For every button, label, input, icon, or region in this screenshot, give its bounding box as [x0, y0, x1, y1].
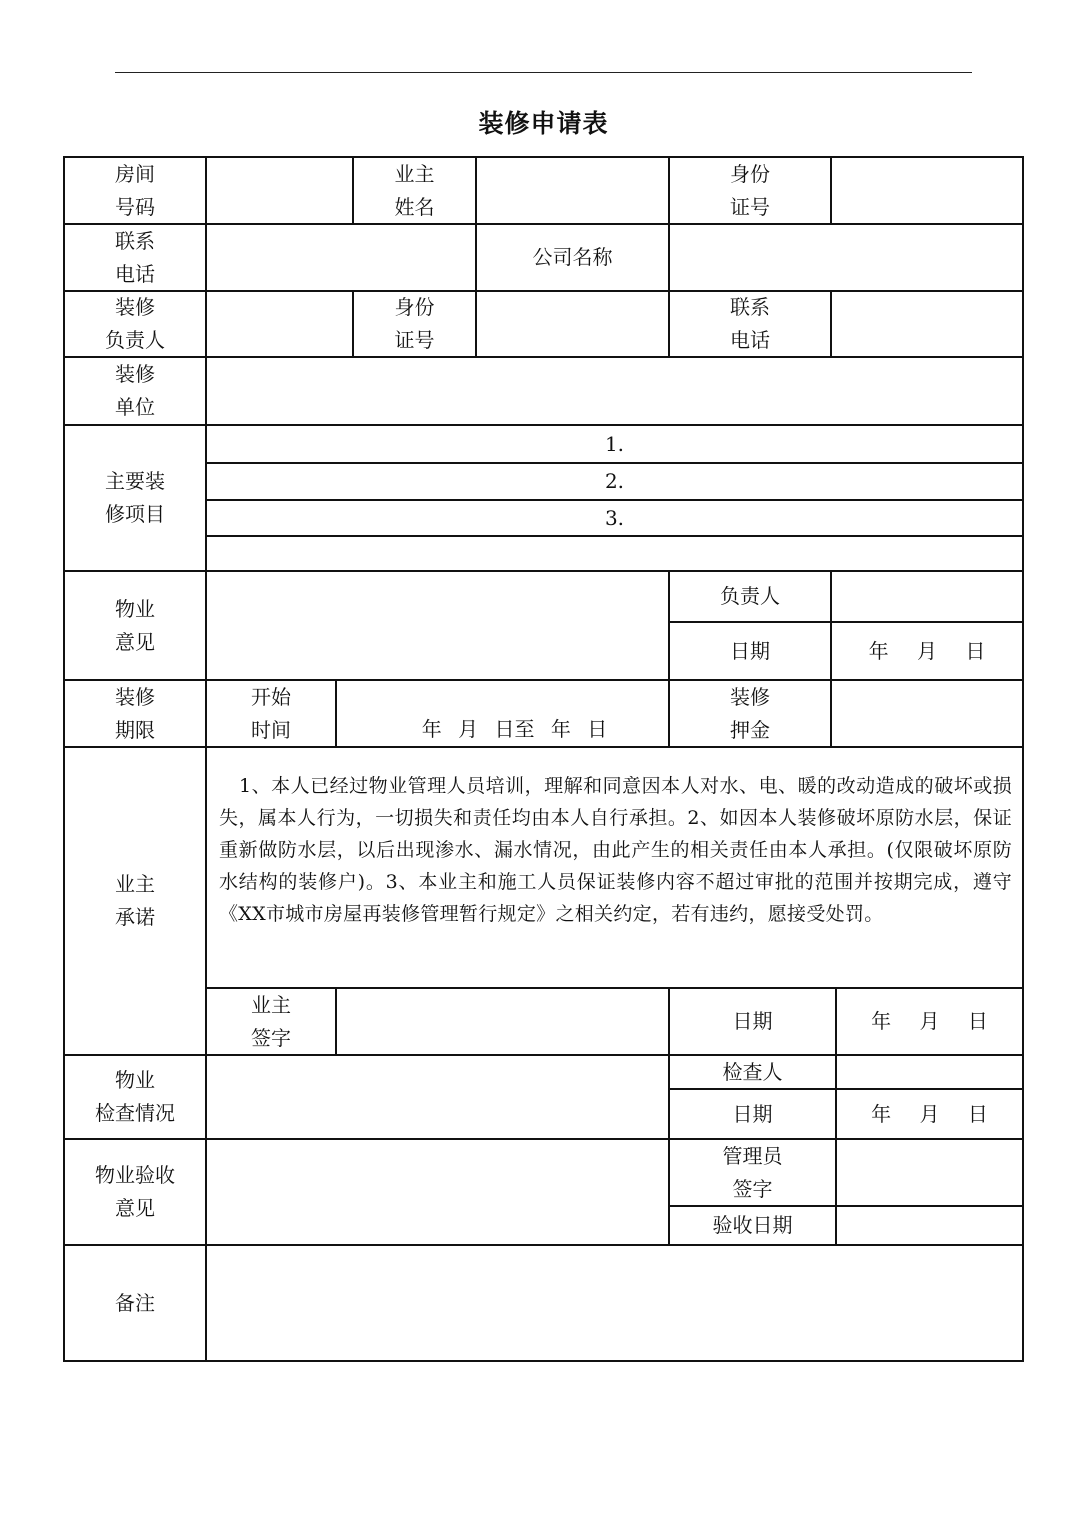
- start-time-label: 开始 时间: [251, 684, 291, 742]
- opinion-date-field[interactable]: 年 月 日: [868, 638, 986, 663]
- page-title: 装修申请表: [478, 109, 609, 138]
- reno-manager-field[interactable]: [207, 292, 352, 356]
- manager-phone-field[interactable]: [832, 292, 1022, 356]
- deposit-label: 装修 押金: [730, 684, 770, 742]
- property-check-label: 物业 检查情况: [95, 1068, 175, 1125]
- promise-text: 1、本人已经过物业管理人员培训，理解和同意因本人对水、电、暖的改动造成的破坏或损失，属本人行为，一切损失和责任均由本人自行承担。2、如因本人装修破坏原防水层，保证重新做防水层，以后出现渗水、漏水情况，由此产生的相关责任由本人承担。(仅限破坏原防水结构的装修户)。3、本业主和施工人员保证装修内容不超过审批的范围并按期完成，遵守《XX市城市房屋再装修管理暂行规定》之相关约定，若有违约，愿接受处罚。: [219, 775, 1012, 925]
- contact-phone-field[interactable]: [207, 225, 475, 290]
- company-name-field[interactable]: [670, 225, 1022, 290]
- reno-unit-label: 装修 单位: [115, 362, 155, 419]
- reno-period-label: 装修 期限: [115, 684, 155, 742]
- owner-name-field[interactable]: [477, 158, 668, 223]
- inspector-field[interactable]: [837, 1056, 1022, 1088]
- check-date-field[interactable]: 年 月 日: [871, 1101, 988, 1126]
- owner-id-label: 身份 证号: [730, 161, 770, 219]
- manager-phone-label: 联系 电话: [730, 295, 770, 352]
- acceptance-opinion-label: 物业验收 意见: [95, 1163, 175, 1220]
- acceptance-date-label: 验收日期: [712, 1213, 793, 1237]
- reno-unit-field[interactable]: [207, 358, 1022, 424]
- inspector-label: 检查人: [722, 1059, 783, 1084]
- owner-sign-label: 业主 签字: [251, 992, 291, 1050]
- property-opinion-label: 物业 意见: [115, 596, 155, 654]
- owner-sign-field[interactable]: [337, 989, 668, 1054]
- item-4[interactable]: [207, 537, 1022, 570]
- opinion-date-label: 日期: [730, 638, 770, 663]
- admin-sign-field[interactable]: [837, 1140, 1022, 1205]
- manager-id-label: 身份 证号: [394, 295, 435, 352]
- admin-sign-label: 管理员 签字: [722, 1143, 783, 1201]
- item-3[interactable]: 3.: [604, 505, 625, 530]
- manager-id-field[interactable]: [477, 292, 668, 356]
- owner-id-field[interactable]: [832, 158, 1022, 223]
- header-rule: [115, 72, 972, 73]
- deposit-field[interactable]: [832, 681, 1022, 746]
- row-divider: [63, 746, 1024, 748]
- owner-promise-label: 业主 承诺: [115, 872, 155, 929]
- item-2[interactable]: 2.: [604, 469, 625, 493]
- reno-manager-label: 装修 负责人: [105, 295, 165, 352]
- room-no-field[interactable]: [207, 158, 352, 223]
- remarks-field[interactable]: [207, 1246, 1022, 1360]
- owner-name-label: 业主 姓名: [394, 161, 435, 219]
- main-items-label: 主要装 修项目: [105, 469, 165, 526]
- acceptance-date-field[interactable]: [837, 1207, 1022, 1244]
- property-opinion-field[interactable]: [207, 572, 668, 679]
- room-no-label: 房间 号码: [115, 161, 155, 219]
- sign-date-field[interactable]: 年 月 日: [871, 1009, 988, 1033]
- contact-phone-label: 联系 电话: [115, 228, 155, 286]
- company-name-label: 公司名称: [532, 245, 613, 269]
- period-field[interactable]: 年 月 日至 年 日: [421, 717, 608, 741]
- person-in-charge-label: 负责人: [720, 584, 780, 608]
- remarks-label: 备注: [115, 1290, 155, 1315]
- sign-date-label: 日期: [732, 1009, 773, 1033]
- person-in-charge-field[interactable]: [832, 572, 1022, 621]
- check-date-label: 日期: [732, 1101, 773, 1126]
- property-check-field[interactable]: [207, 1056, 668, 1138]
- item-1[interactable]: 1.: [604, 431, 625, 456]
- acceptance-opinion-field[interactable]: [207, 1140, 668, 1244]
